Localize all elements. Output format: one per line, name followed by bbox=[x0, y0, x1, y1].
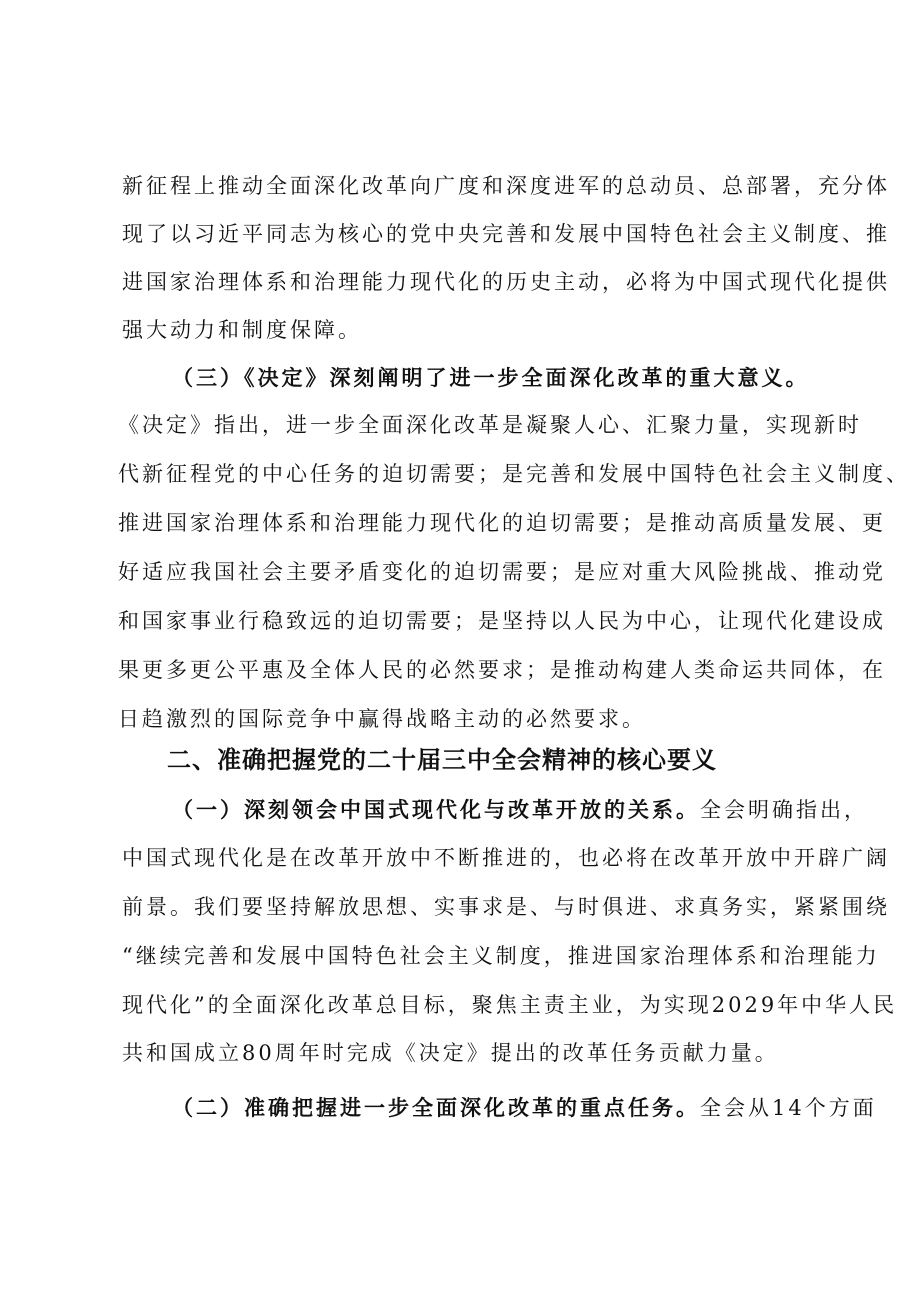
paragraph-line: 共和国成立80周年时完成《决定》提出的改革任务贡献力量。 bbox=[122, 1041, 779, 1065]
paragraph-line: 现代化”的全面深化改革总目标，聚焦主责主业，为实现2029年中华人民 bbox=[122, 993, 898, 1017]
paragraph-line: 进国家治理体系和治理能力现代化的历史主动，必将为中国式现代化提供 bbox=[122, 270, 890, 294]
paragraph-line: 好适应我国社会主要矛盾变化的迫切需要；是应对重大风险挑战、推动党 bbox=[118, 560, 886, 584]
paragraph-line: 果更多更公平惠及全体人民的必然要求；是推动构建人类命运共同体，在 bbox=[118, 658, 886, 682]
subsection-2-line bbox=[172, 1093, 877, 1123]
paragraph-line: 前景。我们要坚持解放思想、实事求是、与时俱进、求真务实，紧紧围绕 bbox=[122, 895, 890, 919]
paragraph-line: 和国家事业行稳致远的迫切需要；是坚持以人民为中心，让现代化建设成 bbox=[118, 609, 886, 633]
paragraph-line: 中国式现代化是在改革开放中不断推进的，也必将在改革开放中开辟广阔 bbox=[122, 846, 890, 870]
paragraph-line: 现了以习近平同志为核心的党中央完善和发展中国特色社会主义制度、推 bbox=[122, 222, 890, 246]
subsection-2-text: 全会从14个方面 bbox=[700, 1096, 877, 1120]
subsection-1-title: （一）深刻领会中国式现代化与改革开放的关系。 bbox=[172, 797, 700, 822]
section-heading: 二、准确把握党的二十届三中全会精神的核心要义 bbox=[167, 746, 717, 774]
paragraph-line: “继续完善和发展中国特色社会主义制度，推进国家治理体系和治理能力 bbox=[122, 944, 880, 968]
paragraph-line: 代新征程党的中心任务的迫切需要；是完善和发展中国特色社会主义制度、 bbox=[118, 462, 910, 486]
subsection-1-line bbox=[172, 795, 868, 825]
paragraph-line: 《决定》指出，进一步全面深化改革是凝聚人心、汇聚力量，实现新时 bbox=[118, 413, 862, 437]
section-3-title: （三）《决定》深刻阐明了进一步全面深化改革的重大意义。 bbox=[172, 365, 810, 390]
paragraph-line: 新征程上推动全面深化改革向广度和深度进军的总动员、总部署，充分体 bbox=[122, 174, 890, 198]
paragraph-line: 日趋激烈的国际竞争中赢得战略主动的必然要求。 bbox=[118, 707, 646, 731]
subsection-1-text: 全会明确指出， bbox=[700, 798, 868, 822]
paragraph-line: 强大动力和制度保障。 bbox=[122, 318, 362, 342]
paragraph-line: 推进国家治理体系和治理能力现代化的迫切需要；是推动高质量发展、更 bbox=[118, 511, 886, 535]
subsection-2-title: （二）准确把握进一步全面深化改革的重点任务。 bbox=[172, 1095, 700, 1120]
